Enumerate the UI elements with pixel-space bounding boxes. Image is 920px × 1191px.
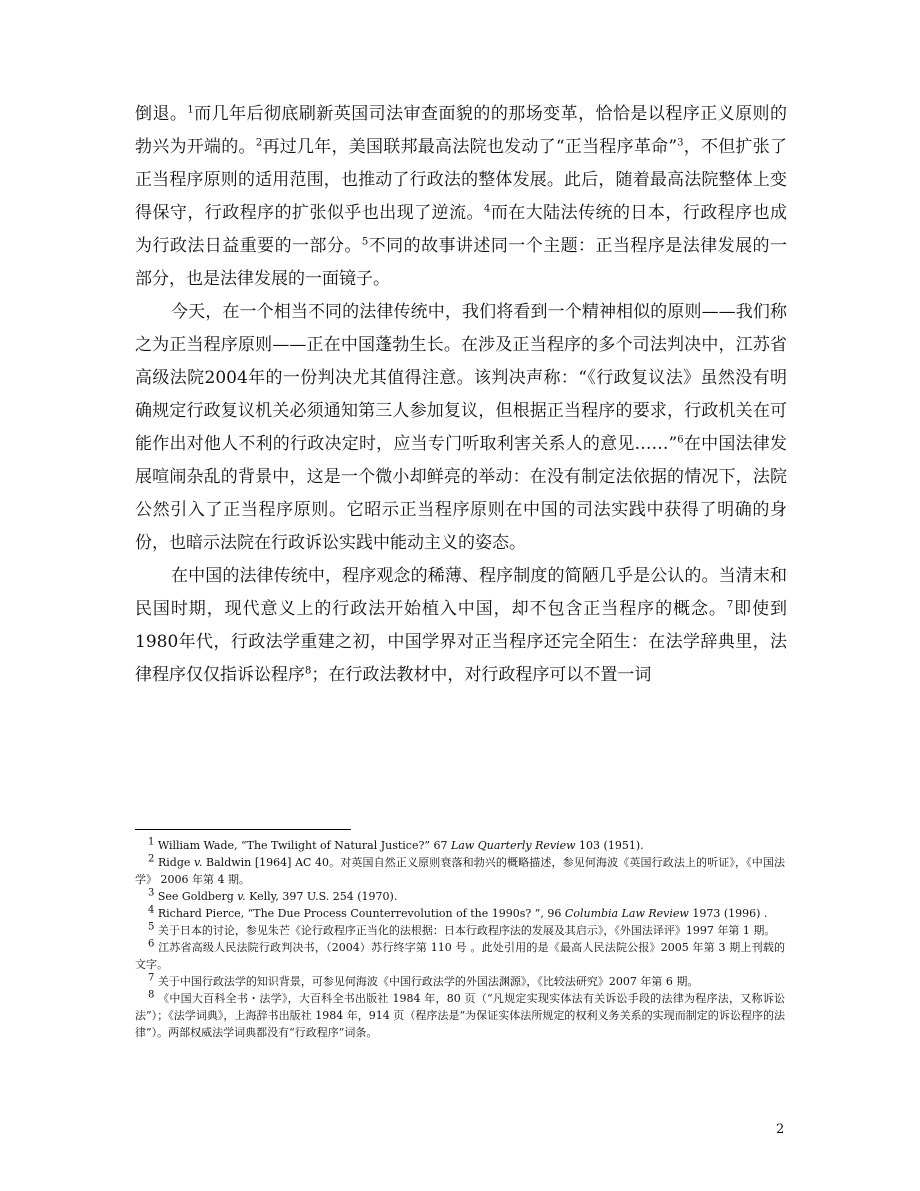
footnote-ref-1[interactable]: 1 — [187, 104, 194, 116]
footnotes — [135, 837, 785, 1041]
footnote-2 — [135, 854, 785, 888]
footnote-7 — [135, 973, 785, 990]
page-number: 2 — [776, 1122, 785, 1137]
paragraph-2 — [135, 296, 787, 560]
footnote-text: 103 (1951). — [575, 839, 644, 852]
footnote-ref-8[interactable]: 8 — [305, 665, 312, 677]
footnote-number: 8 — [148, 989, 155, 1001]
paragraph-3 — [135, 560, 787, 692]
footnote-text: 江苏省高级人民法院行政判决书，（2004）苏行终字第 110 号 。此处引用的是《最高人民法院公报》2005 年第 3 期上刊载的文字。 — [135, 941, 785, 971]
footnote-text: Ridge — [158, 856, 195, 869]
text: 在中国的法律传统中，程序观念的稀薄、程序制度的简陋几乎是公认的。当清末和民国时期，现代意义上的行政法开始植入中国，却不包含正当程序的概念。 — [135, 566, 787, 619]
paragraph-1 — [135, 98, 787, 296]
footnote-text: Kelly, 397 U.S. 254 (1970). — [245, 890, 398, 903]
footnote-text: Baldwin [1964] AC 40。对英国自然正义原则衰落和勃兴的概略描述，参见何海波《英国行政法上的听证》，《中国法学》 2006 年第 4 期。 — [135, 856, 786, 886]
footnote-1 — [135, 837, 785, 854]
footnote-text: 关于日本的讨论，参见朱芒《论行政程序正当化的法根据：日本行政程序法的发展及其启示》，《外国法译评》1997 年第 1 期。 — [157, 924, 776, 937]
footnote-text: William Wade, “The Twilight of Natural Justice?” 67 — [157, 839, 451, 852]
footnote-text: 1973 (1996) . — [688, 907, 768, 920]
text: ；在行政法教材中，对行政程序可以不置一词 — [311, 665, 652, 685]
main-text — [135, 98, 787, 692]
footnote-6 — [135, 939, 785, 973]
text: 倒退。 — [135, 104, 188, 124]
footnote-8 — [135, 990, 785, 1041]
text: 不同的故事讲述同一个主题：正当程序是法律发展的一部分，也是法律发展的一面镜子。 — [135, 236, 788, 289]
footnote-ref-4[interactable]: 4 — [484, 203, 491, 215]
footnote-separator — [135, 829, 351, 830]
footnote-number: 1 — [148, 836, 155, 848]
text: 即使到1980年代，行政法学重建之初，中国学界对正当程序还完全陌生：在法学辞典里，法律程序仅仅指诉讼程序 — [135, 599, 788, 685]
footnote-number: 3 — [148, 887, 155, 899]
footnote-4 — [135, 905, 785, 922]
footnote-3 — [135, 888, 785, 905]
footnote-text: See Goldberg — [157, 890, 238, 903]
footnote-ref-2[interactable]: 2 — [255, 137, 263, 149]
journal-title: Law Quarterly Review — [450, 839, 576, 852]
text: 而几年后彻底刷新英国司法审查面貌的的那场变革，恰恰是以程序正义原则的勃兴为开端的。 — [135, 104, 788, 157]
text: 而在大陆法传统的日本，行政程序也成为行政法日益重要的一部分。 — [135, 203, 788, 256]
footnote-text: Richard Pierce, “The Due Process Counterrevolution of the 1990s? ”, 96 — [157, 907, 565, 920]
text: 今天，在一个相当不同的法律传统中，我们将看到一个精神相似的原则——我们称之为正当程序原则——正在中国蓬勃生长。在涉及正当程序的多个司法判决中，江苏省高级法院2004年的一份判决尤其值得注意。该判决声称：“《行政复议法》虽然没有明确规定行政复议机关必须通知第三人参加复议，但根据正当程序的要求，行政机关在可能作出对他人不利的行政决定时，应当专门听取利害关系人的意见……” — [135, 302, 787, 454]
footnote-number: 2 — [148, 853, 155, 865]
text: 在中国法律发展喧闹杂乱的背景中，这是一个微小却鲜亮的举动：在没有制定法依据的情况下，法院公然引入了正当程序原则。它昭示正当程序原则在中国的司法实践中获得了明确的身份，也暗示法院在行政诉讼实践中能动主义的姿态。 — [135, 434, 787, 553]
footnote-text: 关于中国行政法学的知识背景，可参见何海波《中国行政法学的外国法渊源》，《比较法研究》2007 年第 6 期。 — [157, 975, 699, 988]
footnote-number: 7 — [148, 972, 155, 984]
case-versus: v. — [237, 890, 246, 903]
footnote-ref-7[interactable]: 7 — [726, 599, 734, 611]
text: ，不但扩张了正当程序原则的适用范围，也推动了行政法的整体发展。此后，随着最高法院整体上变得保守，行政程序的扩张似乎也出现了逆流。 — [135, 137, 788, 223]
case-versus: v. — [194, 856, 203, 869]
footnote-ref-6[interactable]: 6 — [677, 434, 684, 446]
footnote-number: 6 — [148, 938, 155, 950]
footnote-number: 5 — [148, 921, 155, 933]
text: 再过几年，美国联邦最高法院也发动了“正当程序革命” — [262, 137, 678, 157]
footnote-ref-3[interactable]: 3 — [677, 137, 684, 149]
footnote-ref-5[interactable]: 5 — [361, 236, 369, 248]
footnote-5 — [135, 922, 785, 939]
footnote-number: 4 — [148, 904, 155, 916]
journal-title: Columbia Law Review — [564, 907, 689, 920]
footnote-text: 《中国大百科全书・法学》，大百科全书出版社 1984 年，80 页（“凡规定实现实体法有关诉讼手段的法律为程序法，又称诉讼法”）；《法学词典》，上海辞书出版社 1984 年，914 页（程序法是“为保证实体法所规定的权利义务关系的实现而制定的诉讼程序的法律”）。两部权威法学词典都没有“行政程序”词条。 — [135, 992, 785, 1039]
